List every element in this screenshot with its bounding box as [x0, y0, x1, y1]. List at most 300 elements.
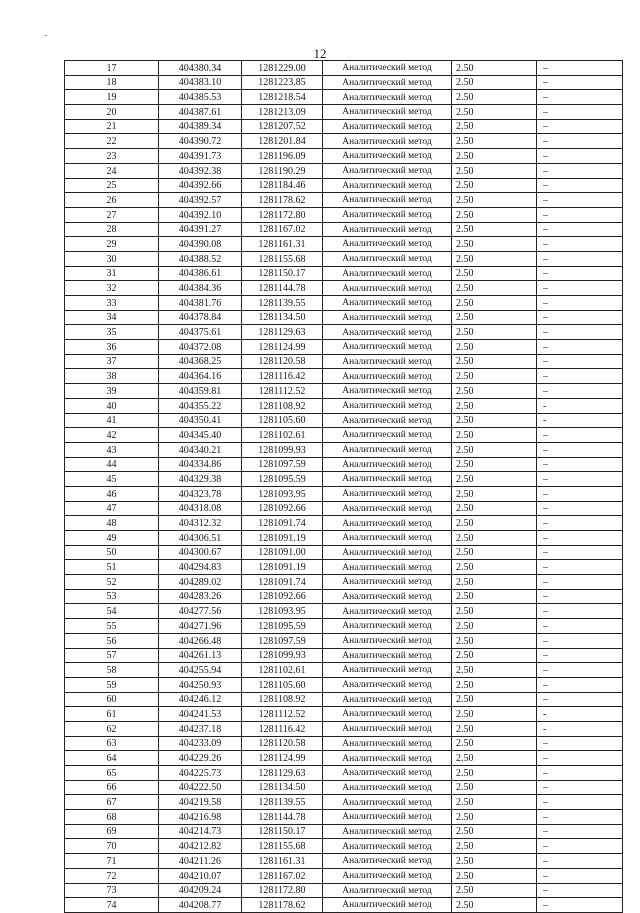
table-row [65, 428, 623, 443]
note-cell: – [537, 266, 623, 281]
error-cell: 2.50 [452, 839, 537, 854]
note-cell: – [537, 310, 623, 325]
method-cell: Аналитический метод [323, 839, 452, 854]
x-coordinate-cell: 404375.61 [159, 325, 242, 340]
table-row [65, 604, 623, 619]
x-coordinate-cell: 404261.13 [159, 648, 242, 663]
table-row [65, 457, 623, 472]
x-coordinate-cell: 404222.50 [159, 780, 242, 795]
error-cell: 2.50 [452, 633, 537, 648]
x-coordinate-cell: 404350.41 [159, 413, 242, 428]
table-row [65, 648, 623, 663]
error-cell: 2.50 [452, 810, 537, 825]
table-row [65, 369, 623, 384]
y-coordinate-cell: 1281223.85 [242, 75, 323, 90]
note-cell: – [537, 839, 623, 854]
note-cell: - [537, 398, 623, 413]
y-coordinate-cell: 1281091.74 [242, 575, 323, 590]
note-cell: – [537, 604, 623, 619]
table-row [65, 677, 623, 692]
x-coordinate-cell: 404383.10 [159, 75, 242, 90]
error-cell: 2.50 [452, 751, 537, 766]
note-cell: – [537, 560, 623, 575]
x-coordinate-cell: 404380.34 [159, 61, 242, 76]
row-number-cell: 72 [65, 868, 159, 883]
method-cell: Аналитический метод [323, 619, 452, 634]
x-coordinate-cell: 404216.98 [159, 810, 242, 825]
method-cell: Аналитический метод [323, 281, 452, 296]
x-coordinate-cell: 404384.36 [159, 281, 242, 296]
y-coordinate-cell: 1281112.52 [242, 384, 323, 399]
note-cell: - [537, 707, 623, 722]
y-coordinate-cell: 1281099.93 [242, 648, 323, 663]
row-number-cell: 28 [65, 222, 159, 237]
method-cell: Аналитический метод [323, 560, 452, 575]
table-row [65, 61, 623, 76]
y-coordinate-cell: 1281120.58 [242, 736, 323, 751]
row-number-cell: 60 [65, 692, 159, 707]
error-cell: 2.50 [452, 545, 537, 560]
note-cell: – [537, 119, 623, 134]
row-number-cell: 49 [65, 531, 159, 546]
method-cell: Аналитический метод [323, 545, 452, 560]
y-coordinate-cell: 1281124.99 [242, 751, 323, 766]
row-number-cell: 73 [65, 883, 159, 898]
y-coordinate-cell: 1281184.46 [242, 178, 323, 193]
row-number-cell: 65 [65, 766, 159, 781]
y-coordinate-cell: 1281120.58 [242, 354, 323, 369]
note-cell: – [537, 736, 623, 751]
row-number-cell: 54 [65, 604, 159, 619]
y-coordinate-cell: 1281190.29 [242, 163, 323, 178]
y-coordinate-cell: 1281099.93 [242, 442, 323, 457]
method-cell: Аналитический метод [323, 428, 452, 443]
method-cell: Аналитический метод [323, 707, 452, 722]
row-number-cell: 29 [65, 237, 159, 252]
row-number-cell: 61 [65, 707, 159, 722]
row-number-cell: 23 [65, 149, 159, 164]
table-row [65, 207, 623, 222]
y-coordinate-cell: 1281150.17 [242, 824, 323, 839]
error-cell: 2.50 [452, 663, 537, 678]
y-coordinate-cell: 1281092.66 [242, 501, 323, 516]
table-row [65, 898, 623, 913]
y-coordinate-cell: 1281112.52 [242, 707, 323, 722]
table-row [65, 237, 623, 252]
method-cell: Аналитический метод [323, 721, 452, 736]
row-number-cell: 45 [65, 472, 159, 487]
y-coordinate-cell: 1281134.50 [242, 780, 323, 795]
row-number-cell: 53 [65, 589, 159, 604]
x-coordinate-cell: 404289.02 [159, 575, 242, 590]
table-row [65, 575, 623, 590]
y-coordinate-cell: 1281161.31 [242, 854, 323, 869]
error-cell: 2.50 [452, 589, 537, 604]
table-row [65, 633, 623, 648]
method-cell: Аналитический метод [323, 589, 452, 604]
note-cell: – [537, 134, 623, 149]
table-row [65, 222, 623, 237]
method-cell: Аналитический метод [323, 736, 452, 751]
note-cell: – [537, 619, 623, 634]
method-cell: Аналитический метод [323, 384, 452, 399]
x-coordinate-cell: 404392.38 [159, 163, 242, 178]
y-coordinate-cell: 1281139.55 [242, 296, 323, 311]
method-cell: Аналитический метод [323, 251, 452, 266]
table-row [65, 692, 623, 707]
table-row [65, 619, 623, 634]
error-cell: 2.50 [452, 119, 537, 134]
y-coordinate-cell: 1281129.63 [242, 325, 323, 340]
note-cell: – [537, 677, 623, 692]
method-cell: Аналитический метод [323, 633, 452, 648]
error-cell: 2.50 [452, 780, 537, 795]
table-row [65, 266, 623, 281]
x-coordinate-cell: 404390.72 [159, 134, 242, 149]
note-cell: – [537, 207, 623, 222]
row-number-cell: 26 [65, 193, 159, 208]
row-number-cell: 47 [65, 501, 159, 516]
error-cell: 2.50 [452, 575, 537, 590]
method-cell: Аналитический метод [323, 266, 452, 281]
table-row [65, 883, 623, 898]
y-coordinate-cell: 1281178.62 [242, 898, 323, 913]
x-coordinate-cell: 404246.12 [159, 692, 242, 707]
x-coordinate-cell: 404229.26 [159, 751, 242, 766]
x-coordinate-cell: 404355.22 [159, 398, 242, 413]
method-cell: Аналитический метод [323, 868, 452, 883]
note-cell: – [537, 61, 623, 76]
method-cell: Аналитический метод [323, 810, 452, 825]
y-coordinate-cell: 1281150.17 [242, 266, 323, 281]
y-coordinate-cell: 1281167.02 [242, 222, 323, 237]
table-row [65, 75, 623, 90]
method-cell: Аналитический метод [323, 222, 452, 237]
method-cell: Аналитический метод [323, 883, 452, 898]
y-coordinate-cell: 1281097.59 [242, 457, 323, 472]
error-cell: 2.50 [452, 766, 537, 781]
method-cell: Аналитический метод [323, 442, 452, 457]
method-cell: Аналитический метод [323, 398, 452, 413]
x-coordinate-cell: 404219.58 [159, 795, 242, 810]
error-cell: 2.50 [452, 222, 537, 237]
method-cell: Аналитический метод [323, 61, 452, 76]
method-cell: Аналитический метод [323, 119, 452, 134]
y-coordinate-cell: 1281097.59 [242, 633, 323, 648]
note-cell: – [537, 531, 623, 546]
note-cell: – [537, 545, 623, 560]
table-row [65, 193, 623, 208]
method-cell: Аналитический метод [323, 575, 452, 590]
method-cell: Аналитический метод [323, 369, 452, 384]
row-number-cell: 51 [65, 560, 159, 575]
note-cell: – [537, 868, 623, 883]
y-coordinate-cell: 1281172.80 [242, 207, 323, 222]
x-coordinate-cell: 404225.73 [159, 766, 242, 781]
note-cell: – [537, 442, 623, 457]
row-number-cell: 59 [65, 677, 159, 692]
method-cell: Аналитический метод [323, 854, 452, 869]
row-number-cell: 70 [65, 839, 159, 854]
table-row [65, 486, 623, 501]
note-cell: – [537, 340, 623, 355]
error-cell: 2.50 [452, 75, 537, 90]
row-number-cell: 41 [65, 413, 159, 428]
error-cell: 2.50 [452, 736, 537, 751]
note-cell: – [537, 751, 623, 766]
coordinates-table [64, 60, 623, 913]
row-number-cell: 30 [65, 251, 159, 266]
note-cell: – [537, 296, 623, 311]
method-cell: Аналитический метод [323, 163, 452, 178]
table-row [65, 281, 623, 296]
x-coordinate-cell: 404214.73 [159, 824, 242, 839]
note-cell: – [537, 486, 623, 501]
x-coordinate-cell: 404368.25 [159, 354, 242, 369]
method-cell: Аналитический метод [323, 472, 452, 487]
method-cell: Аналитический метод [323, 413, 452, 428]
row-number-cell: 37 [65, 354, 159, 369]
method-cell: Аналитический метод [323, 134, 452, 149]
x-coordinate-cell: 404208.77 [159, 898, 242, 913]
table-row [65, 854, 623, 869]
x-coordinate-cell: 404266.48 [159, 633, 242, 648]
note-cell: – [537, 149, 623, 164]
note-cell: – [537, 178, 623, 193]
y-coordinate-cell: 1281105.60 [242, 677, 323, 692]
method-cell: Аналитический метод [323, 149, 452, 164]
y-coordinate-cell: 1281124.99 [242, 340, 323, 355]
note-cell: – [537, 354, 623, 369]
table-row [65, 766, 623, 781]
method-cell: Аналитический метод [323, 604, 452, 619]
y-coordinate-cell: 1281102.61 [242, 663, 323, 678]
table-row [65, 736, 623, 751]
method-cell: Аналитический метод [323, 325, 452, 340]
table-row [65, 560, 623, 575]
table-row [65, 824, 623, 839]
note-cell: – [537, 648, 623, 663]
error-cell: 2.50 [452, 883, 537, 898]
row-number-cell: 57 [65, 648, 159, 663]
row-number-cell: 68 [65, 810, 159, 825]
error-cell: 2.50 [452, 149, 537, 164]
note-cell: – [537, 766, 623, 781]
error-cell: 2.50 [452, 325, 537, 340]
note-cell: – [537, 883, 623, 898]
row-number-cell: 62 [65, 721, 159, 736]
method-cell: Аналитический метод [323, 105, 452, 120]
method-cell: Аналитический метод [323, 354, 452, 369]
method-cell: Аналитический метод [323, 457, 452, 472]
note-cell: – [537, 457, 623, 472]
row-number-cell: 42 [65, 428, 159, 443]
note-cell: – [537, 90, 623, 105]
error-cell: 2.50 [452, 516, 537, 531]
row-number-cell: 27 [65, 207, 159, 222]
method-cell: Аналитический метод [323, 237, 452, 252]
method-cell: Аналитический метод [323, 516, 452, 531]
y-coordinate-cell: 1281144.78 [242, 810, 323, 825]
note-cell: – [537, 193, 623, 208]
y-coordinate-cell: 1281207.52 [242, 119, 323, 134]
table-row [65, 501, 623, 516]
note-cell: – [537, 633, 623, 648]
table-row [65, 296, 623, 311]
x-coordinate-cell: 404388.52 [159, 251, 242, 266]
note-cell: – [537, 222, 623, 237]
row-number-cell: 67 [65, 795, 159, 810]
method-cell: Аналитический метод [323, 663, 452, 678]
table-row [65, 795, 623, 810]
error-cell: 2.50 [452, 384, 537, 399]
note-cell: – [537, 384, 623, 399]
table-row [65, 149, 623, 164]
method-cell: Аналитический метод [323, 751, 452, 766]
table-row [65, 751, 623, 766]
x-coordinate-cell: 404390.08 [159, 237, 242, 252]
x-coordinate-cell: 404391.27 [159, 222, 242, 237]
error-cell: 2.50 [452, 413, 537, 428]
table-row [65, 163, 623, 178]
row-number-cell: 21 [65, 119, 159, 134]
error-cell: 2.50 [452, 296, 537, 311]
x-coordinate-cell: 404386.61 [159, 266, 242, 281]
x-coordinate-cell: 404283.26 [159, 589, 242, 604]
row-number-cell: 63 [65, 736, 159, 751]
note-cell: – [537, 692, 623, 707]
row-number-cell: 40 [65, 398, 159, 413]
error-cell: 2.50 [452, 163, 537, 178]
y-coordinate-cell: 1281091.74 [242, 516, 323, 531]
note-cell: – [537, 589, 623, 604]
error-cell: 2.50 [452, 61, 537, 76]
x-coordinate-cell: 404211.26 [159, 854, 242, 869]
x-coordinate-cell: 404372.08 [159, 340, 242, 355]
method-cell: Аналитический метод [323, 898, 452, 913]
y-coordinate-cell: 1281108.92 [242, 398, 323, 413]
y-coordinate-cell: 1281218.54 [242, 90, 323, 105]
row-number-cell: 66 [65, 780, 159, 795]
y-coordinate-cell: 1281095.59 [242, 472, 323, 487]
x-coordinate-cell: 404392.10 [159, 207, 242, 222]
row-number-cell: 39 [65, 384, 159, 399]
note-cell: - [537, 413, 623, 428]
row-number-cell: 55 [65, 619, 159, 634]
note-cell: – [537, 663, 623, 678]
note-cell: – [537, 795, 623, 810]
row-number-cell: 19 [65, 90, 159, 105]
y-coordinate-cell: 1281161.31 [242, 237, 323, 252]
error-cell: 2.50 [452, 795, 537, 810]
error-cell: 2.50 [452, 266, 537, 281]
coordinates-table-body [65, 61, 623, 913]
x-coordinate-cell: 404306.51 [159, 531, 242, 546]
y-coordinate-cell: 1281095.59 [242, 619, 323, 634]
note-cell: – [537, 325, 623, 340]
page-number: 12 [313, 46, 327, 61]
error-cell: 2.50 [452, 428, 537, 443]
x-coordinate-cell: 404255.94 [159, 663, 242, 678]
row-number-cell: 43 [65, 442, 159, 457]
row-number-cell: 35 [65, 325, 159, 340]
note-cell: – [537, 251, 623, 266]
method-cell: Аналитический метод [323, 677, 452, 692]
row-number-cell: 38 [65, 369, 159, 384]
y-coordinate-cell: 1281139.55 [242, 795, 323, 810]
y-coordinate-cell: 1281091.19 [242, 531, 323, 546]
row-number-cell: 69 [65, 824, 159, 839]
x-coordinate-cell: 404233.09 [159, 736, 242, 751]
x-coordinate-cell: 404250.93 [159, 677, 242, 692]
table-row [65, 545, 623, 560]
error-cell: 2.50 [452, 868, 537, 883]
error-cell: 2.50 [452, 354, 537, 369]
x-coordinate-cell: 404210.07 [159, 868, 242, 883]
y-coordinate-cell: 1281092.66 [242, 589, 323, 604]
table-row [65, 384, 623, 399]
method-cell: Аналитический метод [323, 486, 452, 501]
table-row [65, 413, 623, 428]
table-row [65, 251, 623, 266]
error-cell: 2.50 [452, 501, 537, 516]
method-cell: Аналитический метод [323, 692, 452, 707]
error-cell: 2.50 [452, 472, 537, 487]
table-row [65, 354, 623, 369]
row-number-cell: 52 [65, 575, 159, 590]
x-coordinate-cell: 404392.66 [159, 178, 242, 193]
method-cell: Аналитический метод [323, 75, 452, 90]
note-cell: – [537, 575, 623, 590]
error-cell: 2.50 [452, 134, 537, 149]
error-cell: 2.50 [452, 692, 537, 707]
note-cell: – [537, 237, 623, 252]
note-cell: – [537, 472, 623, 487]
table-row [65, 325, 623, 340]
table-row [65, 707, 623, 722]
error-cell: 2.50 [452, 178, 537, 193]
row-number-cell: 58 [65, 663, 159, 678]
x-coordinate-cell: 404389.34 [159, 119, 242, 134]
note-cell: - [537, 721, 623, 736]
table-row [65, 90, 623, 105]
table-row [65, 868, 623, 883]
error-cell: 2.50 [452, 854, 537, 869]
table-row [65, 340, 623, 355]
method-cell: Аналитический метод [323, 501, 452, 516]
error-cell: 2.50 [452, 207, 537, 222]
table-row [65, 178, 623, 193]
note-cell: – [537, 810, 623, 825]
error-cell: 2.50 [452, 442, 537, 457]
x-coordinate-cell: 404364.16 [159, 369, 242, 384]
table-row [65, 516, 623, 531]
table-row [65, 721, 623, 736]
row-number-cell: 44 [65, 457, 159, 472]
row-number-cell: 22 [65, 134, 159, 149]
method-cell: Аналитический метод [323, 531, 452, 546]
row-number-cell: 71 [65, 854, 159, 869]
x-coordinate-cell: 404334.86 [159, 457, 242, 472]
table-row [65, 105, 623, 120]
error-cell: 2.50 [452, 90, 537, 105]
error-cell: 2.50 [452, 707, 537, 722]
table-row [65, 310, 623, 325]
error-cell: 2.50 [452, 531, 537, 546]
note-cell: – [537, 105, 623, 120]
row-number-cell: 56 [65, 633, 159, 648]
note-cell: – [537, 780, 623, 795]
